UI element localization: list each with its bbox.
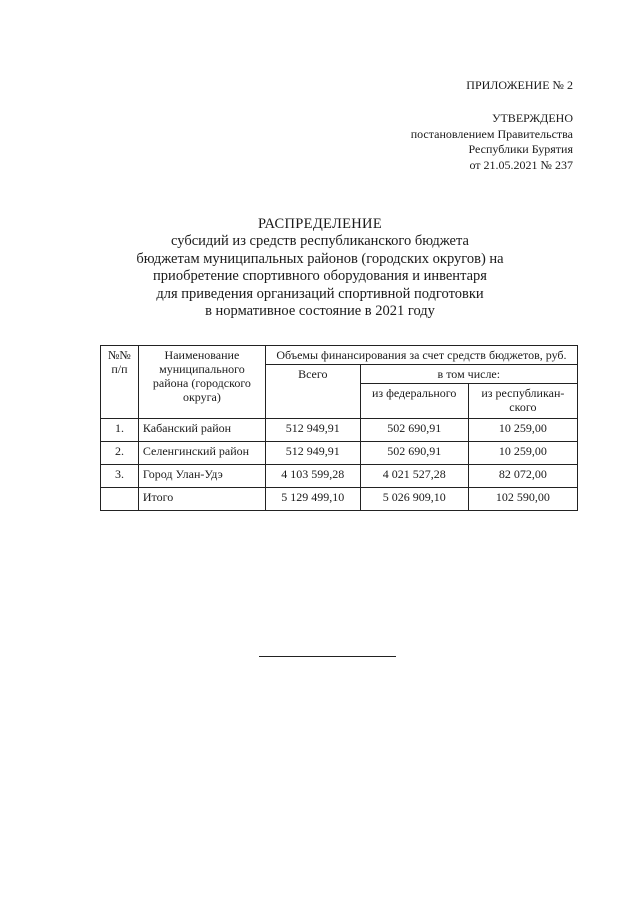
- total-row-republican: 102 590,00: [468, 488, 577, 511]
- approval-block: [411, 111, 573, 173]
- approval-line: постановлением Правительства: [410, 126, 573, 141]
- header-col-federal: из федерального: [360, 384, 468, 419]
- header-col-republican: из республикан-ского: [468, 384, 577, 419]
- total-row: [101, 488, 578, 511]
- row-total: 512 949,91: [265, 442, 360, 465]
- header-col-number: №№ п/п: [101, 346, 139, 419]
- appendix-label: ПРИЛОЖЕНИЕ № 2: [466, 78, 573, 92]
- table-row: [101, 465, 578, 488]
- total-row-total: 5 129 499,10: [265, 488, 360, 511]
- closing-separator-line: [259, 656, 396, 657]
- approval-title: УТВЕРЖДЕНО: [491, 111, 573, 125]
- total-row-number: [101, 488, 139, 511]
- subtitle-line: в нормативное состояние в 2021 году: [205, 303, 435, 319]
- header-col-name: Наименование муниципального района (городского округа): [138, 346, 265, 419]
- document-title-block: [0, 215, 640, 321]
- header-col-funding: Объемы финансирования за счет средств бюджетов, руб.: [265, 346, 577, 365]
- row-republican: 82 072,00: [468, 465, 577, 488]
- subtitle-line: субсидий из средств республиканского бюджета: [171, 233, 469, 249]
- row-district-name: Селенгинский район: [138, 442, 265, 465]
- row-federal: 4 021 527,28: [360, 465, 468, 488]
- row-number: 3.: [101, 465, 139, 488]
- row-district-name: Кабанский район: [138, 419, 265, 442]
- row-number: 2.: [101, 442, 139, 465]
- subsidy-distribution-table: [100, 345, 578, 511]
- row-total: 512 949,91: [265, 419, 360, 442]
- approval-line: Республики Бурятия: [468, 142, 573, 156]
- subtitle-line: приобретение спортивного оборудования и инвентаря: [153, 268, 487, 284]
- table-row: [101, 419, 578, 442]
- header-col-including: в том числе:: [360, 365, 577, 384]
- row-republican: 10 259,00: [468, 419, 577, 442]
- header-col-total: Всего: [265, 365, 360, 419]
- subtitle-line: бюджетам муниципальных районов (городских округов) на: [136, 250, 504, 267]
- row-republican: 10 259,00: [468, 442, 577, 465]
- table-row: [101, 442, 578, 465]
- row-federal: 502 690,91: [360, 442, 468, 465]
- document-title: РАСПРЕДЕЛЕНИЕ: [258, 216, 382, 232]
- approval-date-line: от 21.05.2021 № 237: [469, 157, 573, 172]
- row-total: 4 103 599,28: [265, 465, 360, 488]
- row-federal: 502 690,91: [360, 419, 468, 442]
- total-row-label: Итого: [138, 488, 265, 511]
- row-district-name: Город Улан-Удэ: [138, 465, 265, 488]
- row-number: 1.: [101, 419, 139, 442]
- total-row-federal: 5 026 909,10: [360, 488, 468, 511]
- subtitle-line: для приведения организаций спортивной подготовки: [156, 285, 484, 302]
